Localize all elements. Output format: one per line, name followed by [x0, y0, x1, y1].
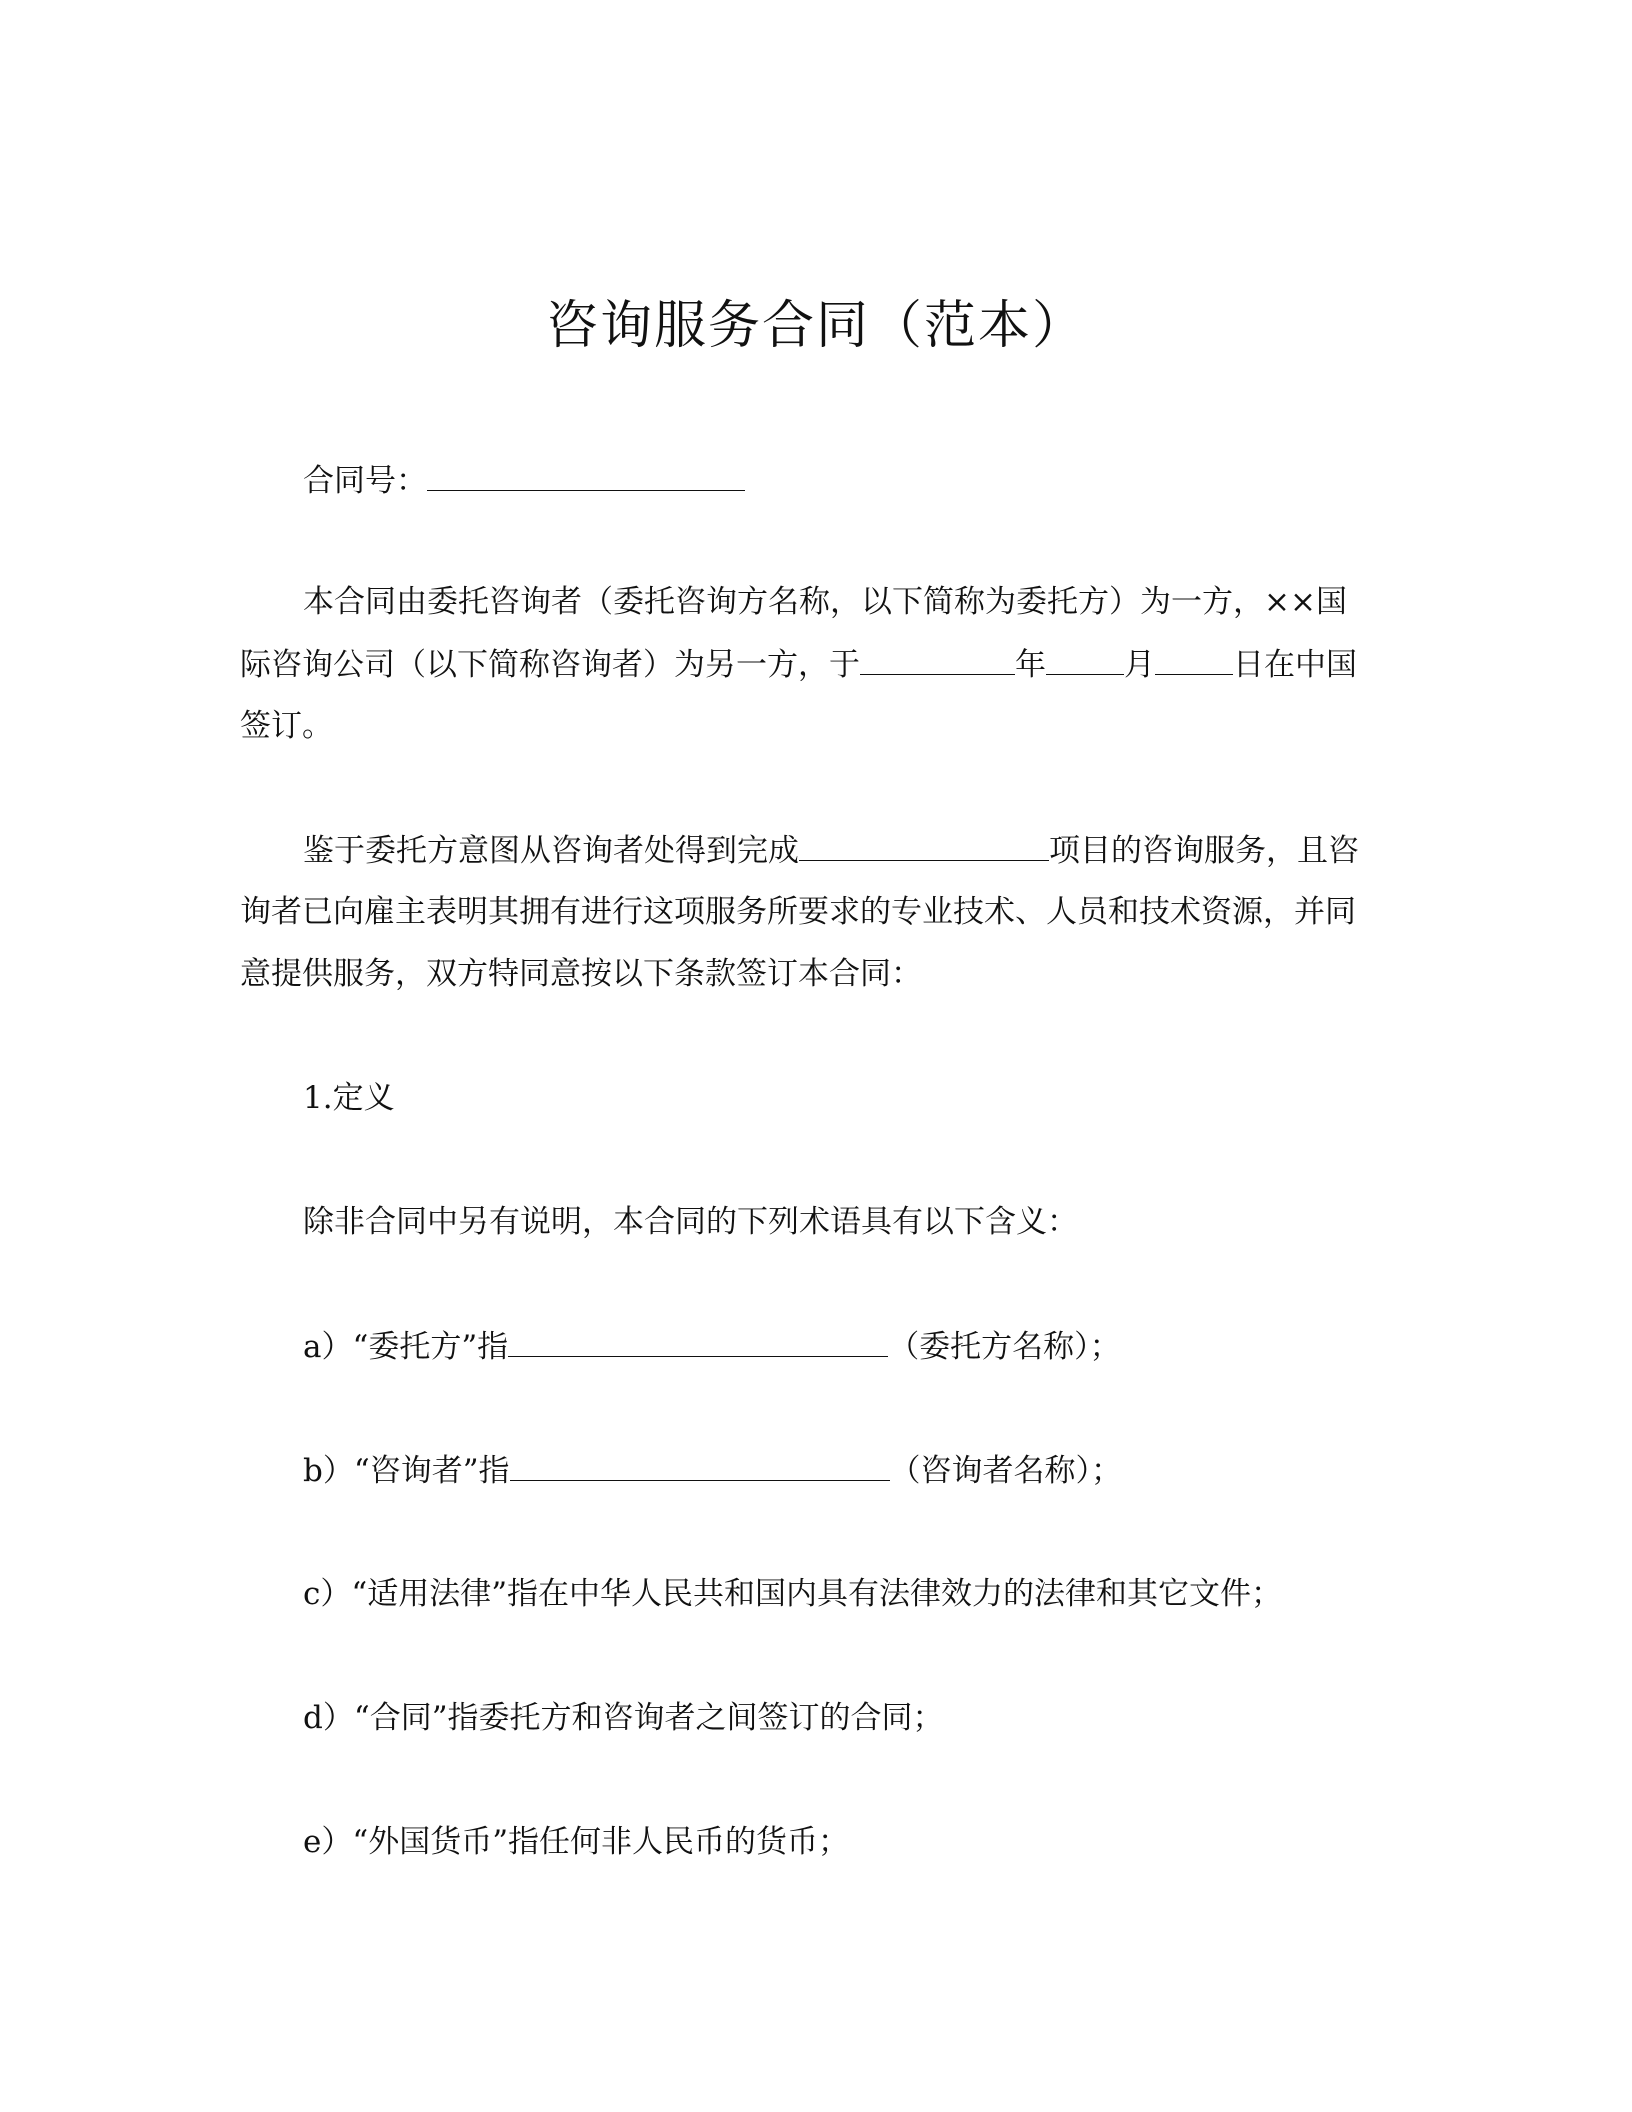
contract-number-blank[interactable]	[427, 460, 745, 491]
para2-line1	[303, 830, 1359, 871]
definition-b-prefix: b）“咨询者”指	[303, 1453, 510, 1489]
definition-b-suffix: （咨询者名称）；	[889, 1453, 1123, 1489]
definition-d: d）“合同”指委托方和咨询者之间签订的合同；	[303, 1700, 944, 1736]
contract-number-line	[303, 460, 745, 501]
project-blank[interactable]	[799, 830, 1049, 861]
month-blank[interactable]	[1046, 644, 1124, 675]
para1-line2-text: 际咨询公司（以下简称咨询者）为另一方，于	[240, 647, 860, 683]
definition-a-prefix: a）“委托方”指	[303, 1329, 509, 1365]
definition-e: e）“外国货币”指任何非人民币的货币；	[303, 1824, 850, 1860]
year-label: 年	[1015, 647, 1046, 683]
para2-line2: 询者已向雇主表明其拥有进行这项服务所要求的专业技术、人员和技术资源，并同	[240, 894, 1356, 930]
consultant-name-blank[interactable]	[510, 1450, 890, 1481]
month-label: 月	[1124, 647, 1155, 683]
definition-a-suffix: （委托方名称）；	[888, 1329, 1121, 1365]
contract-number-label: 合同号：	[303, 463, 427, 499]
definition-a	[303, 1326, 1121, 1367]
para1-line1: 本合同由委托咨询者（委托咨询方名称，以下简称为委托方）为一方，××国	[303, 584, 1347, 620]
client-name-blank[interactable]	[508, 1326, 888, 1357]
section-1-heading: 1.定义	[303, 1080, 395, 1116]
year-blank[interactable]	[860, 644, 1015, 675]
definition-b	[303, 1450, 1122, 1491]
para1-line2	[240, 644, 1357, 685]
document-title: 咨询服务合同（范本）	[545, 296, 1086, 356]
definition-c: c）“适用法律”指在中华人民共和国内具有法律效力的法律和其它文件；	[303, 1576, 1283, 1612]
para2-line1-text-a: 鉴于委托方意图从咨询者处得到完成	[303, 833, 799, 869]
definitions-intro: 除非合同中另有说明，本合同的下列术语具有以下含义：	[303, 1204, 1078, 1240]
para2-line1-text-b: 项目的咨询服务，且咨	[1049, 833, 1359, 869]
day-blank[interactable]	[1155, 644, 1233, 675]
para2-line3: 意提供服务，双方特同意按以下条款签订本合同：	[240, 956, 922, 992]
day-label: 日在中国	[1233, 647, 1357, 683]
para1-line3: 签订。	[240, 708, 333, 744]
